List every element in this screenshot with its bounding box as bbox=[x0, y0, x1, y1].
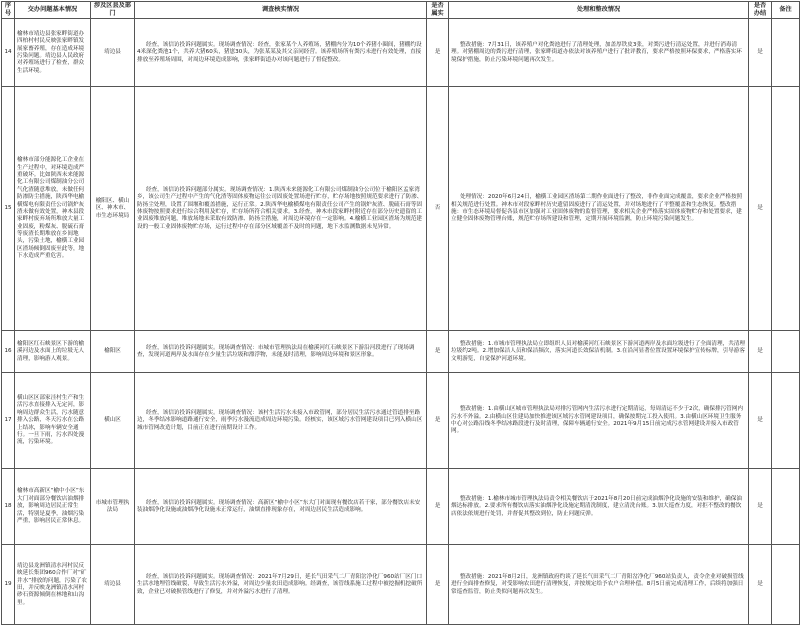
row-handling: 处理情况：2020年6月24日，榆横工业园区渣场第二期作业面进行了整改，非作业面完成覆盖，要求企业严格按照相关规范进行处置。神木市对段家畔村历史遗留固废进行了清运处置，并对场地进行了平整覆盖和生态恢复。整改措施：市生态环境局督促各县市区加强对工业固体废物的监督管理，要求相关企业严格落实固体废物贮存和处置要求，建立健全固体废物管理台账，规范贮存场所建设和管理，定期开展环境监测，防止环境污染问题发生。 bbox=[449, 87, 749, 331]
row-no: 19 bbox=[2, 545, 15, 625]
row-issue: 靖边县龙洲镇清水河村民反映延长集团960合作厂对“矿井水”排放的问题，污染了农田，并反映龙洲镇清水河村砂石资源倾倒在林地和山沟里。 bbox=[15, 545, 91, 625]
header-note: 备注 bbox=[772, 2, 800, 19]
row-note bbox=[772, 331, 800, 373]
header-row bbox=[2, 2, 800, 19]
row-no: 17 bbox=[2, 373, 15, 469]
row-survey: 经查，该信访投诉问题属实。现场调查情况：该村生活污水未接入市政管网，部分居民生活污水通过管道排至路边，冬季结冰影响道路通行安全，雨季污水漫流造成周边环境污染。经核实，该区域污水管网建设项目已列入横山区城市管网改造计划，目前正在进行前期设计工作。 bbox=[135, 373, 427, 469]
table-row bbox=[2, 469, 800, 545]
row-no: 16 bbox=[2, 331, 15, 373]
row-survey: 经查，该信访投诉问题属实。现场调查情况：2021年7月29日，延长气田采气二厂青阳岔净化厂960站厂区门口生活水地埋管线破裂，导致生活污水外溢，对周边少量农田造成影响。经调查，该管线系施工过程中被挖掘机挖破所致，企业已对破损管线进行了修复，并对外溢污水进行了清理。 bbox=[135, 545, 427, 625]
row-issue: 榆林市靖边县张家畔街道办四柏村村民反映张家畔镇发展家畜养殖，存在造成环境污染问题。靖边县人民政府对养殖场进行了检查，群众生活环境。 bbox=[15, 19, 91, 87]
row-note bbox=[772, 19, 800, 87]
table-row bbox=[2, 545, 800, 625]
row-survey: 经查，该信访投诉问题部分属实。现场调查情况：1.陕西未来能源化工有限公司煤制油分公司位于榆阳区孟家湾乡，该公司生产过程中产生的气化渣等固体废物运往公司固废处置场进行贮存，贮存场地按照规范要求进行了防渗、防扬尘处理，设置了围堰和覆盖措施，运行正常。2.陕西华电榆横煤电有限责任公司产生的锅炉灰渣、脱硫石膏等固体废物按照要求进行综合利用及贮存，贮存场所符合相关要求。3.经查，神木市段家畔村附近存在部分历史遗留的工业固废堆放问题，堆放场地未采取有效防渗、防扬尘措施，对周边环境存在一定影响。4.榆横工业园区渣场为规范建设的一般工业固体废物贮存场，运行过程中存在部分区域覆盖不及时的问题，地下水监测数据未见异常。 bbox=[135, 87, 427, 331]
row-real: 是 bbox=[427, 469, 449, 545]
row-real: 是 bbox=[427, 19, 449, 87]
row-note bbox=[772, 87, 800, 331]
row-issue: 横山区区部家洼村生产和生活污水直接排入无定河，影响周边群众生活，污水随意排入公路，冬天污水在公路上结冰，影响车辆安全通行。一旦下雨，污水四处漫流，污染环境。 bbox=[15, 373, 91, 469]
row-issue: 榆阳区红石峡景区下游的榆溪河边及水面上的垃圾无人清理，影响游人观景。 bbox=[15, 331, 91, 373]
row-handling: 整改措施：7月31日，该养殖户对化粪池进行了清理处理，加盖厚铁皮3张，对粪污进行清运处置，并进行消毒清理。对猪棚周边的粪污进行清理，张家畔街道办依法对该养殖户进行了批评教育，要求严格按照环保要求，严格落实环境保护措施，防止污染环境问题再次发生。 bbox=[449, 19, 749, 87]
report-table bbox=[1, 1, 800, 625]
row-real: 是 bbox=[427, 331, 449, 373]
row-issue: 榆林市部分能源化工企业在生产过程中，对环境造成严重破坏。比如陕西未来能源化工有限公司煤制油分公司气化渣随意堆放，未做任何防渗防尘措施，陕西华电榆横煤电有限责任公司锅炉灰渣未做有效处置，神木县段家畔村废弃场所堆放大量工业固废，粉煤灰、脱硫石膏等废渣长期堆放在乡间地头，污染土地，榆横工业园区渣场倾倒固废至此等，地下水造成严重危害。 bbox=[15, 87, 91, 331]
table-row bbox=[2, 331, 800, 373]
table-row bbox=[2, 19, 800, 87]
row-no: 18 bbox=[2, 469, 15, 545]
row-handling: 整改措施：1.由横山区城市管理执法局对排污管网内生活污水进行定期清运，每周清运不少于2次，确保排污管网内污水不外溢。2.由横山区住建局加快推进该区域污水管网建设项目，确保按期完工投入使用。3.由横山区环境卫生服务中心对公路沿线冬季结冰路段进行及时清理，保障车辆通行安全。2021年9月15日前完成污水管网建设并接入市政管网。 bbox=[449, 373, 749, 469]
header-dept: 涉及区县及部门 bbox=[91, 2, 135, 19]
row-note bbox=[772, 545, 800, 625]
row-no: 15 bbox=[2, 87, 15, 331]
header-done: 是否办结 bbox=[749, 2, 772, 19]
row-real: 是 bbox=[427, 545, 449, 625]
header-handling: 处理和整改情况 bbox=[449, 2, 749, 19]
row-dept: 靖边县 bbox=[91, 545, 135, 625]
header-survey: 调查核实情况 bbox=[135, 2, 427, 19]
table-row bbox=[2, 373, 800, 469]
row-issue: 榆林市高新区“榆中小区”东大门对面部分餐饮店油烟排放，影响周边居民正常生活，特别是夏季，油烟污染严重，影响居民正常休息。 bbox=[15, 469, 91, 545]
row-dept: 横山区 bbox=[91, 373, 135, 469]
row-survey: 经查，该信访投诉问题属实。现场调查情况：高新区“榆中小区”东大门对面现有餐饮店若干家，部分餐饮店未安装油烟净化设施或油烟净化设施未正常运行，油烟直排现象存在，对周边居民生活造成影响。 bbox=[135, 469, 427, 545]
row-dept: 榆阳区、横山区、神木市、市生态环境局 bbox=[91, 87, 135, 331]
row-real: 否 bbox=[427, 87, 449, 331]
row-note bbox=[772, 373, 800, 469]
row-no: 14 bbox=[2, 19, 15, 87]
row-survey: 经查，该信访投诉问题属实。现场调查情况：经查，张家某个人养殖场，猪棚内分为10个养猪小圈间，猪棚约设4米深化粪池1个，共养大猪60头，猪崽30头，为张某某及其父亲同经营。该养殖场所有粪污未进行有效处理，直接排放至养殖场周围，对周边环境造成影响，张家畔街道办对该问题进行了督促整改。 bbox=[135, 19, 427, 87]
row-dept: 靖边县 bbox=[91, 19, 135, 87]
row-handling: 整改措施：1.榆林市城市管理执法局责令相关餐饮店于2021年8月20日前完成油烟净化设施的安装和维护，确保油烟达标排放。2.要求所有餐饮店落实油烟净化设施定期清洗制度，建立清洗台账。3.加大巡查力度，对拒不整改的餐饮店依法依规进行处罚，并督促其整改到位，防止问题反弹。 bbox=[449, 469, 749, 545]
row-done: 是 bbox=[749, 87, 772, 331]
row-note bbox=[772, 469, 800, 545]
header-no: 序号 bbox=[2, 2, 15, 19]
row-survey: 经查，该信访投诉问题属实。现场调查情况：市城市管理执法局在榆溪河红石峡景区下游沿河段进行了现场调查，发现河道两岸及水面存在少量生活垃圾和漂浮物，未能及时清理，影响周边环境和景区形象。 bbox=[135, 331, 427, 373]
header-real: 是否属实 bbox=[427, 2, 449, 19]
row-dept: 榆阳区 bbox=[91, 331, 135, 373]
row-done: 是 bbox=[749, 469, 772, 545]
row-done: 是 bbox=[749, 373, 772, 469]
row-real: 是 bbox=[427, 373, 449, 469]
row-handling: 整改措施：1.市城市管理执法局立即组织人员对榆溪河红石峡景区下游河道两岸及水面垃圾进行了全面清理，共清理垃圾约2吨。2.增加保洁人员和保洁频次，落实河道长效保洁机制。3.在沿河显著位置设置环境保护宣传标牌，引导游客文明游览，自觉保护河道环境。 bbox=[449, 331, 749, 373]
row-done: 是 bbox=[749, 545, 772, 625]
row-done: 是 bbox=[749, 19, 772, 87]
row-done: 是 bbox=[749, 331, 772, 373]
row-handling: 整改措施：2021年8月2日，龙洲镇政府约谈了延长气田采气二厂青阳岔净化厂960站负责人，责令企业对破损管线进行全面排查修复，对受影响农田进行清理恢复，并按规定给予农户合理补偿。8月5日前完成清理工作，后续将加强日常巡查监管，防止类似问题再次发生。 bbox=[449, 545, 749, 625]
header-issue: 交办问题基本情况 bbox=[15, 2, 91, 19]
row-dept: 市城市管理执法局 bbox=[91, 469, 135, 545]
table-row bbox=[2, 87, 800, 331]
